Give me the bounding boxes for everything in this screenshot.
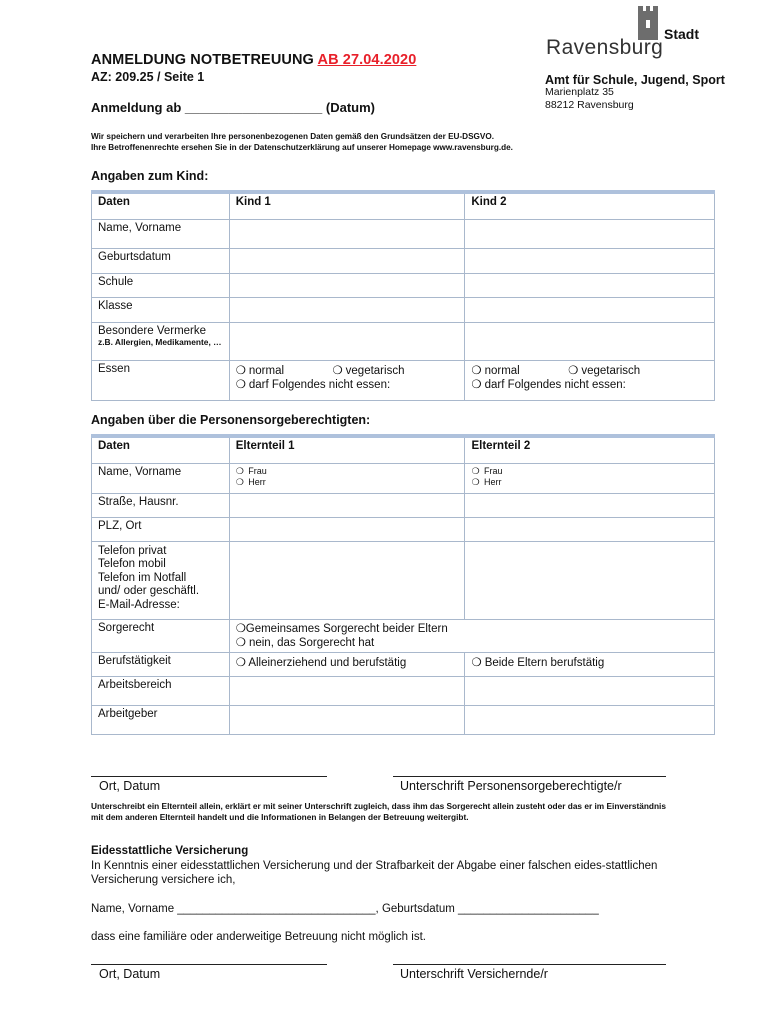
kind1-birthdate-input[interactable] bbox=[229, 248, 465, 273]
title-main: ANMELDUNG NOTBETREUUNG bbox=[91, 52, 314, 68]
vermerke-label: Besondere Vermerke bbox=[98, 324, 207, 337]
parent2-city-input[interactable] bbox=[465, 517, 715, 541]
kind1-vegetarian-radio[interactable] bbox=[332, 365, 404, 377]
parent1-contact-input[interactable] bbox=[229, 541, 465, 619]
col-header-kind2: Kind 2 bbox=[465, 192, 715, 219]
office-city: 88212 Ravensburg bbox=[545, 99, 634, 111]
radio-circle-icon: ❍ bbox=[235, 465, 244, 476]
signature1-date-line[interactable] bbox=[91, 776, 327, 777]
privacy-line-2: Ihre Betroffenenrechte ersehen Sie in der Datenschutzerklärung auf unserer Homepage www.ravensburg.de. bbox=[91, 143, 513, 152]
custody-note: Unterschreibt ein Elternteil allein, erklärt er mit seiner Unterschrift zugleich, dass ihm das Sorgerecht allein zusteht oder das er im Einverständnis mit dem anderen Elternteil handelt und die Informationen in Belangen der Betreuung weitergibt. bbox=[91, 801, 666, 822]
option-label: vegetarisch bbox=[581, 364, 641, 377]
parent1-city-input[interactable] bbox=[229, 517, 465, 541]
option-label: Alleinerziehend und berufstätig bbox=[248, 656, 407, 669]
both-working-option bbox=[465, 652, 715, 676]
office-street: Marienplatz 35 bbox=[545, 86, 614, 98]
kind2-name-input[interactable] bbox=[465, 219, 715, 248]
radio-circle-icon: ❍ bbox=[471, 378, 482, 391]
option-label: darf Folgendes nicht essen: bbox=[484, 378, 626, 391]
row-label-vermerke bbox=[92, 322, 230, 360]
label-email: E-Mail-Adresse: bbox=[98, 598, 180, 611]
kind2-vegetarian-radio[interactable] bbox=[568, 365, 640, 377]
row-label-plz: PLZ, Ort bbox=[92, 517, 230, 541]
label-tel-privat: Telefon privat bbox=[98, 544, 167, 557]
affidavit-name-birth-field[interactable]: Name, Vorname _______________________________, Geburtsdatum ______________________ bbox=[91, 903, 599, 915]
col-header-daten: Daten bbox=[92, 192, 230, 219]
option-label: normal bbox=[484, 364, 520, 377]
kind2-birthdate-input[interactable] bbox=[465, 248, 715, 273]
custody-joint-radio[interactable] bbox=[236, 622, 708, 636]
option-label: vegetarisch bbox=[345, 364, 405, 377]
option-label: Gemeinsames Sorgerecht beider Eltern bbox=[245, 622, 448, 635]
affidavit-statement: dass eine familiäre oder anderweitige Betreuung nicht möglich ist. bbox=[91, 931, 426, 943]
option-label: normal bbox=[248, 364, 285, 377]
row-label-geburt: Geburtsdatum bbox=[92, 248, 230, 273]
parent1-name-cell[interactable] bbox=[229, 463, 465, 493]
office-address bbox=[545, 86, 634, 112]
col-header-daten: Daten bbox=[92, 436, 230, 463]
option-label: darf Folgendes nicht essen: bbox=[248, 378, 391, 391]
kind2-class-input[interactable] bbox=[465, 297, 715, 322]
parent2-workarea-input[interactable] bbox=[465, 676, 715, 705]
row-label-name: Name, Vorname bbox=[92, 219, 230, 248]
parent1-workarea-input[interactable] bbox=[229, 676, 465, 705]
parent2-street-input[interactable] bbox=[465, 493, 715, 517]
radio-circle-icon: ❍ bbox=[471, 476, 480, 487]
both-working-radio[interactable] bbox=[471, 655, 708, 669]
child-table bbox=[91, 190, 715, 401]
radio-circle-icon: ❍ bbox=[235, 622, 247, 635]
kind1-normal-radio[interactable] bbox=[236, 365, 284, 377]
radio-circle-icon: ❍ bbox=[332, 364, 343, 377]
radio-circle-icon: ❍ bbox=[471, 364, 482, 377]
row-label-arbeitgeber: Arbeitgeber bbox=[92, 705, 230, 734]
row-label-klasse: Klasse bbox=[92, 297, 230, 322]
document-title bbox=[91, 52, 416, 68]
tower-logo-icon bbox=[637, 6, 659, 40]
parent1-street-input[interactable] bbox=[229, 493, 465, 517]
option-label: Herr bbox=[248, 476, 266, 487]
radio-circle-icon: ❍ bbox=[568, 364, 579, 377]
radio-circle-icon: ❍ bbox=[235, 476, 244, 487]
radio-circle-icon: ❍ bbox=[471, 656, 482, 669]
single-working-radio[interactable] bbox=[236, 655, 459, 669]
signature1-sign-caption: Unterschrift Personensorgeberechtigte/r bbox=[400, 779, 622, 793]
parent2-contact-input[interactable] bbox=[465, 541, 715, 619]
signature2-sign-caption: Unterschrift Versichernde/r bbox=[400, 967, 548, 981]
custody-sole-radio[interactable] bbox=[236, 636, 708, 650]
parent2-employer-input[interactable] bbox=[465, 705, 715, 734]
parent2-frau-radio[interactable] bbox=[471, 466, 708, 477]
parent1-frau-radio[interactable] bbox=[236, 466, 459, 477]
row-label-arbeitsbereich: Arbeitsbereich bbox=[92, 676, 230, 705]
signature1-sign-line[interactable] bbox=[393, 776, 666, 777]
parent1-herr-radio[interactable] bbox=[236, 477, 459, 488]
col-header-elternteil1: Elternteil 1 bbox=[229, 436, 465, 463]
kind2-food-options bbox=[465, 360, 715, 400]
radio-circle-icon: ❍ bbox=[235, 378, 246, 391]
privacy-notice bbox=[91, 131, 513, 153]
option-label: Frau bbox=[248, 465, 267, 476]
kind1-name-input[interactable] bbox=[229, 219, 465, 248]
kind2-restriction-radio[interactable] bbox=[471, 377, 708, 391]
radio-circle-icon: ❍ bbox=[235, 656, 247, 669]
kind1-food-options bbox=[229, 360, 465, 400]
single-working-option bbox=[229, 652, 465, 676]
kind1-school-input[interactable] bbox=[229, 273, 465, 297]
kind1-notes-input[interactable] bbox=[229, 322, 465, 360]
reference-number: AZ: 209.25 / Seite 1 bbox=[91, 70, 205, 84]
col-header-kind1: Kind 1 bbox=[229, 192, 465, 219]
child-section-heading: Angaben zum Kind: bbox=[91, 169, 209, 183]
radio-circle-icon: ❍ bbox=[235, 636, 247, 649]
parent1-employer-input[interactable] bbox=[229, 705, 465, 734]
parent2-name-cell[interactable] bbox=[465, 463, 715, 493]
kind2-normal-radio[interactable] bbox=[471, 365, 519, 377]
office-name: Amt für Schule, Jugend, Sport bbox=[545, 73, 725, 87]
signature2-date-line[interactable] bbox=[91, 964, 327, 965]
row-label-strasse: Straße, Hausnr. bbox=[92, 493, 230, 517]
col-header-elternteil2: Elternteil 2 bbox=[465, 436, 715, 463]
label-tel-mobil: Telefon mobil bbox=[98, 558, 166, 570]
label-tel-geschaeftl: und/ oder geschäftl. bbox=[98, 585, 200, 597]
radio-circle-icon: ❍ bbox=[471, 465, 480, 476]
row-label-sorgerecht: Sorgerecht bbox=[92, 619, 230, 652]
row-label-name: Name, Vorname bbox=[92, 463, 230, 493]
signature2-sign-line[interactable] bbox=[393, 964, 666, 965]
affidavit-title: Eidesstattliche Versicherung bbox=[91, 845, 249, 857]
signature1-date-caption: Ort, Datum bbox=[99, 779, 161, 793]
logo-stadt: Stadt bbox=[664, 26, 699, 42]
kind1-restriction-radio[interactable] bbox=[236, 377, 459, 391]
custody-options bbox=[229, 619, 714, 652]
row-label-telefon bbox=[92, 541, 230, 619]
signature2-date-caption: Ort, Datum bbox=[99, 967, 161, 981]
parents-table bbox=[91, 434, 715, 735]
option-label: Herr bbox=[484, 476, 502, 487]
affidavit-text: In Kenntnis einer eidesstattlichen Versicherung und der Strafbarkeit der Abgabe einer falschen eides-stattlichen Versicherung versichere ich, bbox=[91, 860, 658, 886]
label-tel-notfall: Telefon im Notfall bbox=[98, 571, 187, 584]
privacy-line-1: Wir speichern und verarbeiten Ihre personenbezogenen Daten gemäß den Grundsätzen der EU-DSGVO. bbox=[91, 132, 495, 141]
kind2-notes-input[interactable] bbox=[465, 322, 715, 360]
kind1-class-input[interactable] bbox=[229, 297, 465, 322]
kind2-school-input[interactable] bbox=[465, 273, 715, 297]
logo-city: Ravensburg bbox=[546, 36, 664, 59]
title-date: AB 27.04.2020 bbox=[317, 52, 417, 68]
option-label: Beide Eltern berufstätig bbox=[484, 656, 605, 669]
row-label-beruf: Berufstätigkeit bbox=[92, 652, 230, 676]
registration-date-field[interactable]: Anmeldung ab ___________________ (Datum) bbox=[91, 100, 375, 115]
option-label: nein, das Sorgerecht hat bbox=[248, 636, 375, 649]
row-label-schule: Schule bbox=[92, 273, 230, 297]
parent2-herr-radio[interactable] bbox=[471, 477, 708, 488]
radio-circle-icon: ❍ bbox=[235, 364, 246, 377]
option-label: Frau bbox=[484, 465, 503, 476]
vermerke-note: z.B. Allergien, Medikamente, … bbox=[98, 336, 222, 347]
row-label-essen: Essen bbox=[92, 360, 230, 400]
parents-section-heading: Angaben über die Personensorgeberechtigten: bbox=[91, 413, 371, 427]
